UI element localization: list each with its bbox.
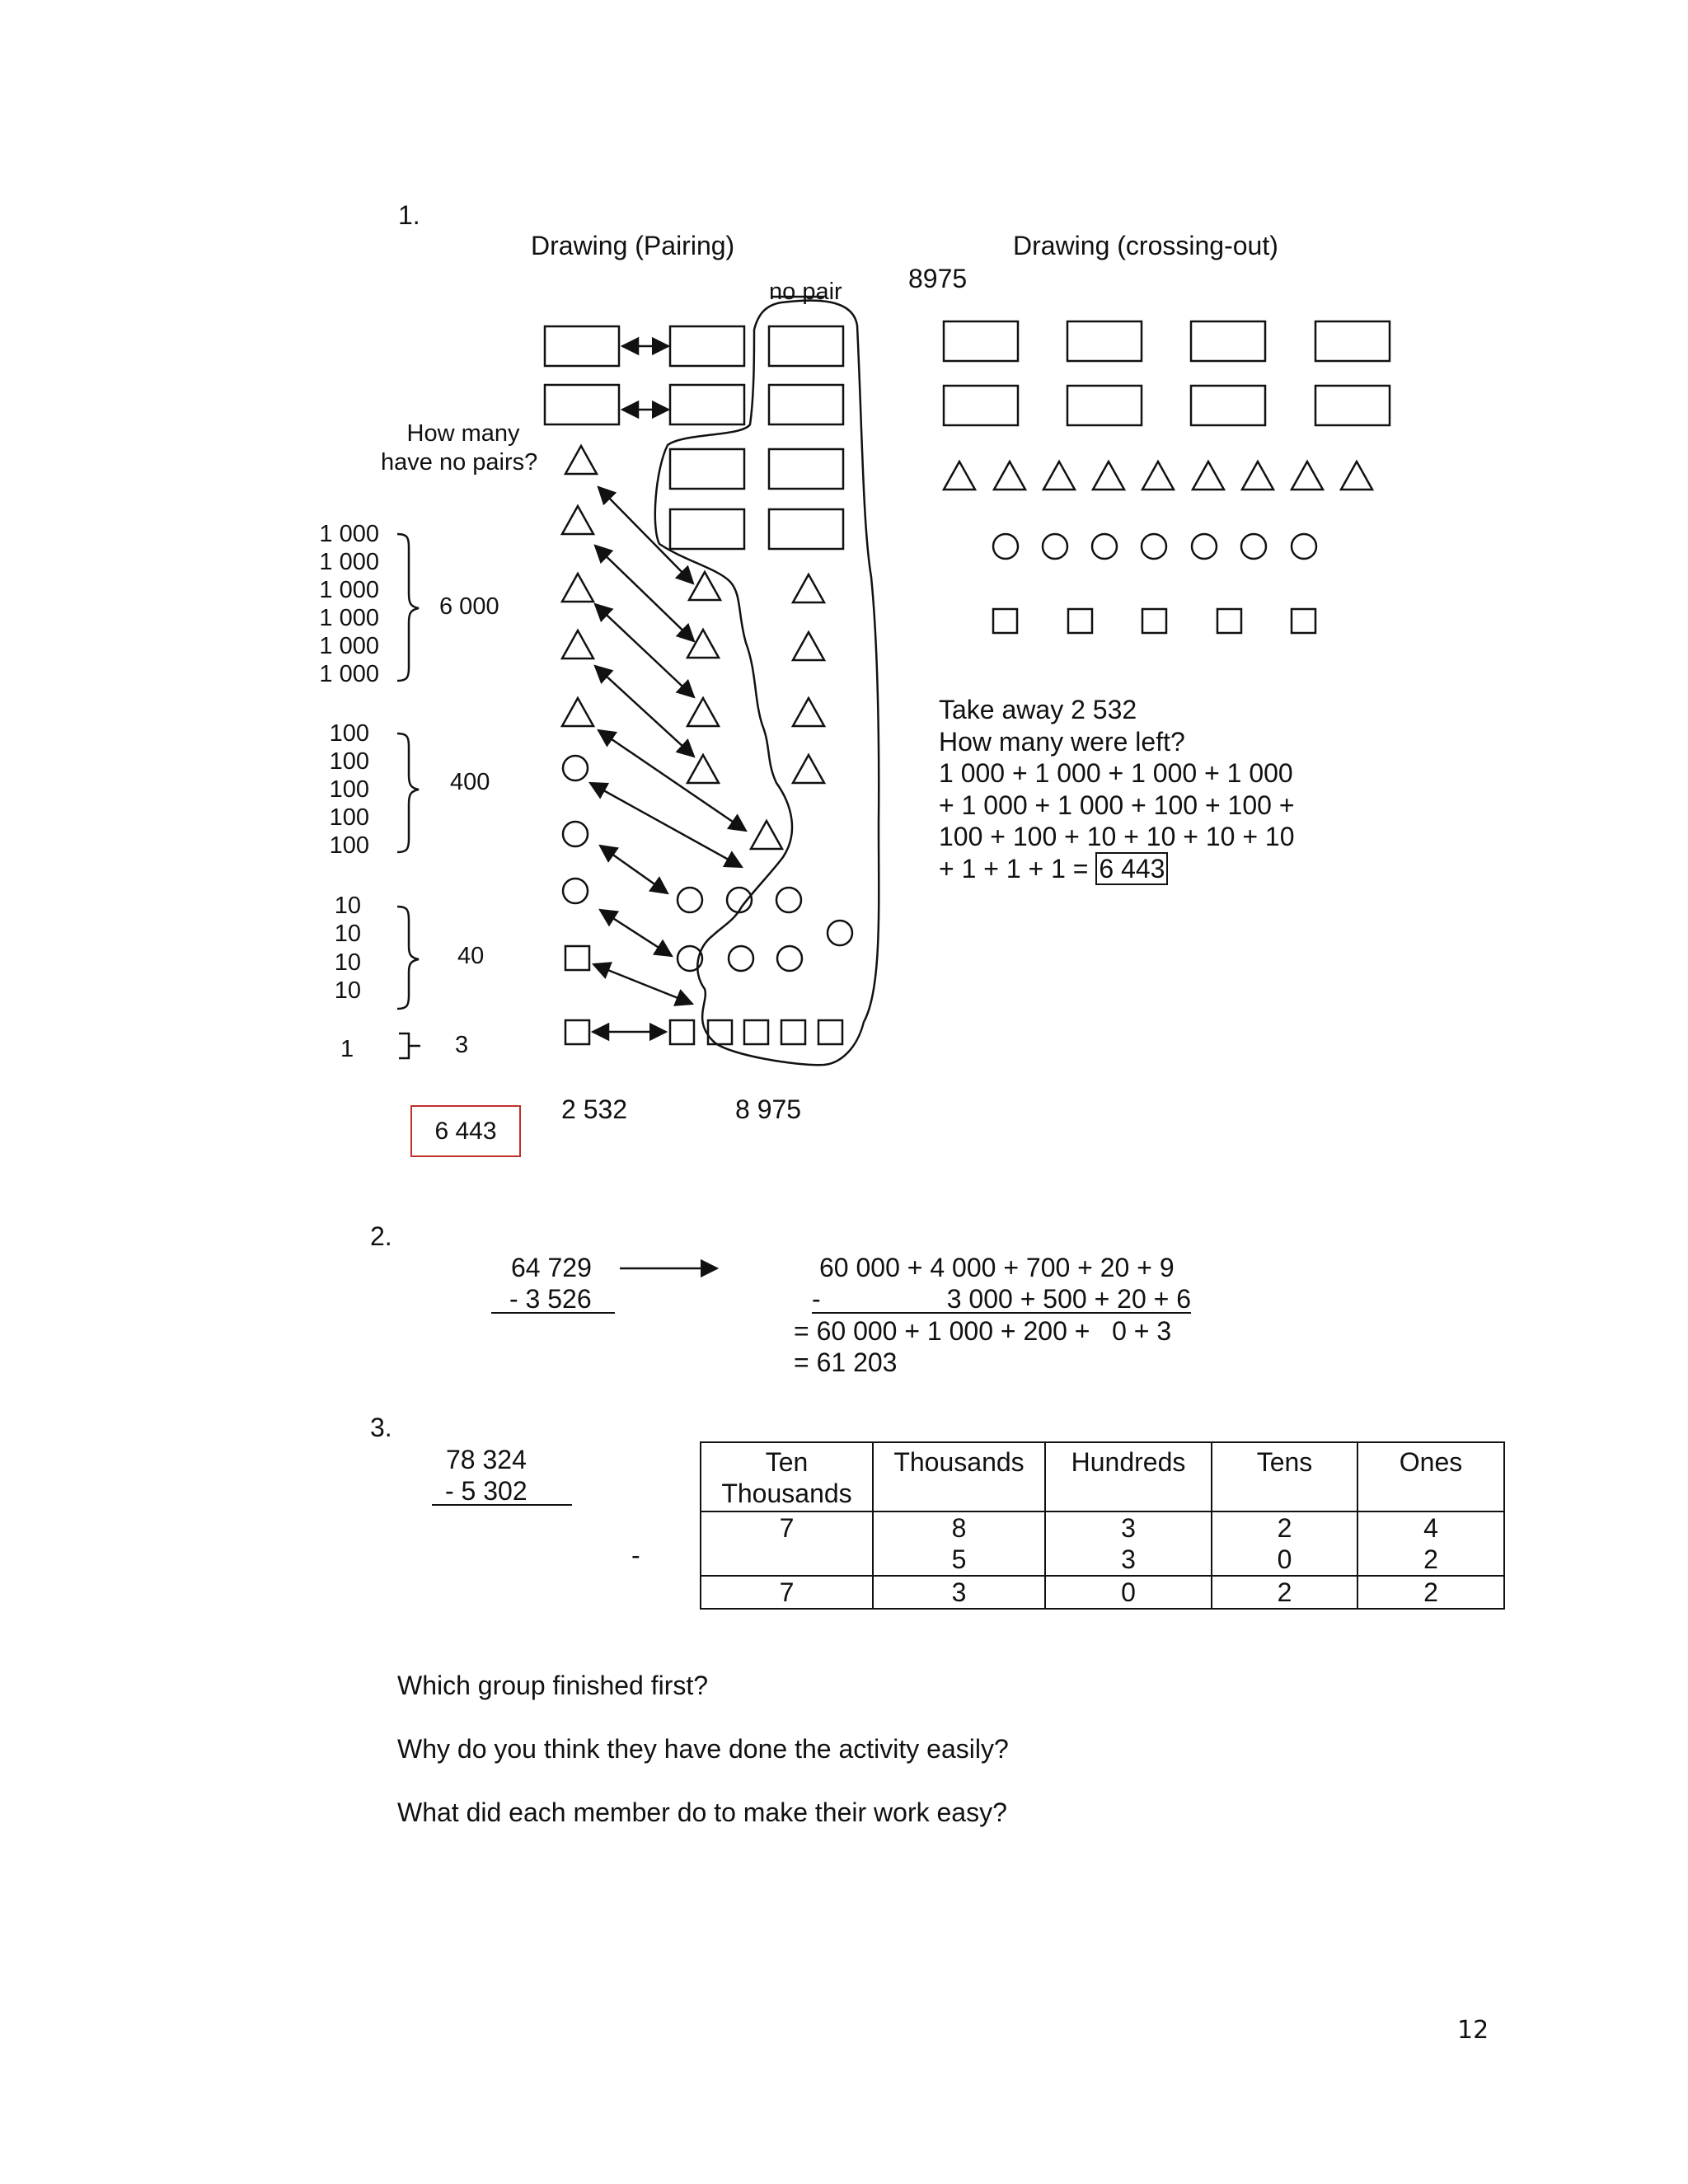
digit: 2 (1277, 1513, 1292, 1543)
thousand-3: 1 000 (319, 577, 379, 603)
hundred-1: 100 (329, 720, 369, 747)
q2-number: 2. (370, 1221, 392, 1251)
hundred-triangle (1093, 462, 1124, 490)
thousand-block (769, 385, 843, 424)
discussion-question-3: What did each member do to make their work easy? (397, 1797, 1007, 1827)
hundred-triangle (793, 698, 824, 726)
expanded-minus: - (812, 1284, 821, 1314)
ten-circle (1142, 534, 1166, 559)
one-square (1142, 609, 1166, 633)
crossing-title: Drawing (crossing-out) (1013, 231, 1278, 260)
discussion-question-1: Which group finished first? (397, 1671, 709, 1700)
thousand-block (1315, 321, 1390, 361)
ten-2: 10 (334, 921, 361, 947)
ten-circle (1292, 534, 1316, 559)
digit: 8 (951, 1513, 967, 1543)
place-value-table (700, 1441, 1505, 1610)
thousand-block (1315, 386, 1390, 425)
pair-arrow (600, 910, 672, 956)
one-square (565, 946, 589, 970)
pair-arrow (595, 666, 694, 757)
hundred-triangle (562, 630, 593, 658)
header-ones: Ones (1357, 1442, 1504, 1511)
digit: 7 (779, 1513, 795, 1543)
hundred-triangle (793, 574, 824, 602)
no-pair-label: no pair (769, 279, 842, 305)
pair-arrow (595, 546, 694, 641)
pair-arrow (598, 730, 746, 831)
digit: 3 (1121, 1513, 1136, 1543)
tens-bracket (397, 907, 419, 1009)
hundred-triangle (1142, 462, 1174, 490)
header-thousands-word: Thousands (721, 1479, 852, 1508)
q2-subtrahend: - 3 526 (491, 1286, 615, 1314)
header-ten-thousands (701, 1442, 873, 1511)
sum-tens: 40 (457, 943, 485, 969)
hundred-triangle (687, 755, 719, 783)
ten-circle (993, 534, 1018, 559)
hundred-triangle (1242, 462, 1273, 490)
thousand-block (1191, 321, 1265, 361)
hundred-triangle (1043, 462, 1075, 490)
cell-thousands (873, 1511, 1045, 1576)
total-label: 8 975 (735, 1094, 802, 1124)
hundred-triangle (562, 574, 593, 602)
expanded-line-4: = 61 203 (794, 1347, 898, 1377)
minuend-label: 8975 (908, 264, 968, 293)
q3-subtrahend: - 5 302 (432, 1478, 572, 1506)
ten-circle (1043, 534, 1067, 559)
hundred-triangle (793, 632, 824, 660)
sum-ones: 3 (455, 1032, 469, 1058)
expanded-line-3: = 60 000 + 1 000 + 200 + 0 + 3 (794, 1316, 1172, 1346)
pair-arrow (593, 964, 692, 1004)
pairing-title: Drawing (Pairing) (531, 231, 735, 260)
q3-number: 3. (370, 1413, 392, 1442)
take-away-line-5: 100 + 100 + 10 + 10 + 10 + 10 (939, 822, 1295, 851)
question-line-1: How many (406, 420, 520, 447)
take-away-line-3: 1 000 + 1 000 + 1 000 + 1 000 (939, 758, 1293, 788)
one-square (781, 1020, 805, 1044)
hundred-triangle (689, 572, 720, 600)
result-hundreds: 0 (1045, 1576, 1212, 1609)
ten-circle (777, 946, 802, 971)
q1-number: 1. (398, 200, 420, 230)
hundred-triangle (687, 698, 719, 726)
thousand-4: 1 000 (319, 605, 379, 631)
thousand-block (769, 509, 843, 549)
header-ten-word: Ten (765, 1447, 809, 1477)
take-away-line-4: + 1 000 + 1 000 + 100 + 100 + (939, 790, 1295, 820)
thousand-block (670, 509, 744, 549)
thousand-block (944, 321, 1018, 361)
one-square (818, 1020, 842, 1044)
result-tens: 2 (1212, 1576, 1357, 1609)
one-square (565, 1020, 589, 1044)
ten-circle (1092, 534, 1117, 559)
pair-arrow (595, 604, 694, 697)
sum-hundreds: 400 (450, 769, 490, 795)
q3-minuend: 78 324 (446, 1445, 527, 1474)
hundred-triangle (793, 755, 824, 783)
thousand-block (769, 326, 843, 366)
pair-arrow (600, 846, 668, 893)
thousand-block (670, 326, 744, 366)
ones-bracket (399, 1033, 420, 1058)
thousand-block (769, 449, 843, 489)
ten-1: 10 (334, 893, 361, 919)
cell-hundreds (1045, 1511, 1212, 1576)
digit: 0 (1277, 1544, 1292, 1574)
hundred-triangle (751, 821, 782, 849)
header-hundreds: Hundreds (1045, 1442, 1212, 1511)
discussion-question-2: Why do you think they have done the activity easily? (397, 1734, 1009, 1764)
hundred-4: 100 (329, 804, 369, 831)
hundred-triangle (1341, 462, 1372, 490)
header-tens: Tens (1212, 1442, 1357, 1511)
hundred-triangle (562, 698, 593, 726)
page-number: 12 (1457, 2016, 1489, 2045)
digit: 5 (951, 1544, 967, 1574)
question-line-2: have no pairs? (381, 449, 538, 476)
no-pair-loop (655, 301, 879, 1066)
thousand-5: 1 000 (319, 633, 379, 659)
take-away-answer: 6 443 (1095, 852, 1168, 885)
pair-arrow (598, 487, 693, 583)
hundred-5: 100 (329, 832, 369, 859)
expanded-line-2: 3 000 + 500 + 20 + 6 (812, 1286, 1191, 1314)
ten-circle (828, 921, 852, 945)
cell-tens (1212, 1511, 1357, 1576)
hundred-2: 100 (329, 748, 369, 775)
thousand-block (670, 385, 744, 424)
one-square (1068, 609, 1092, 633)
thousand-2: 1 000 (319, 549, 379, 575)
ten-4: 10 (334, 977, 361, 1004)
ten-circle (563, 756, 588, 780)
one-square (744, 1020, 768, 1044)
sum-thousands: 6 000 (439, 593, 499, 620)
hundred-triangle (1292, 462, 1323, 490)
one-square (1217, 609, 1241, 633)
table-minus: - (631, 1540, 640, 1570)
cell-ten-thousands (701, 1511, 873, 1576)
crossing-drawing (944, 321, 1390, 633)
take-away-line-1: Take away 2 532 (939, 695, 1137, 724)
hundred-triangle (1193, 462, 1224, 490)
thousand-block (545, 385, 619, 424)
ten-circle (563, 822, 588, 846)
ten-circle (1241, 534, 1266, 559)
one-square (670, 1020, 694, 1044)
thousand-block (670, 449, 744, 489)
digit: 3 (1121, 1544, 1136, 1574)
hundred-3: 100 (329, 776, 369, 803)
hundred-triangle (994, 462, 1025, 490)
take-away-line-2: How many were left? (939, 727, 1185, 757)
thousand-1: 1 000 (319, 521, 379, 547)
q2-minuend: 64 729 (511, 1253, 592, 1282)
result-ones: 2 (1357, 1576, 1504, 1609)
answer-value: 6 443 (434, 1117, 497, 1145)
digit: 4 (1423, 1513, 1438, 1543)
thousand-6: 1 000 (319, 661, 379, 687)
thousand-block (1191, 386, 1265, 425)
thousand-block (1067, 321, 1142, 361)
one-square (993, 609, 1017, 633)
thousand-block (944, 386, 1018, 425)
one-square (1292, 609, 1315, 633)
digit: 2 (1423, 1544, 1438, 1574)
hundred-triangle (944, 462, 975, 490)
hundred-triangle (562, 506, 593, 534)
one: 1 (340, 1036, 354, 1062)
header-thousands: Thousands (873, 1442, 1045, 1511)
ten-circle (729, 946, 753, 971)
result-thousands: 3 (873, 1576, 1045, 1609)
ten-3: 10 (334, 949, 361, 976)
subtrahend-label: 2 532 (561, 1094, 628, 1124)
result-ten-thousands: 7 (701, 1576, 873, 1609)
thousand-block (545, 326, 619, 366)
ten-circle (563, 879, 588, 903)
thousands-bracket (397, 534, 419, 681)
hundreds-bracket (397, 733, 419, 852)
ten-circle (678, 888, 702, 912)
ten-circle (1192, 534, 1217, 559)
take-away-sum: + 1 + 1 + 1 = (939, 854, 1089, 883)
hundred-triangle (687, 630, 719, 658)
hundred-triangle (565, 446, 597, 474)
ten-circle (776, 888, 801, 912)
expanded-line-1: 60 000 + 4 000 + 700 + 20 + 9 (819, 1253, 1175, 1282)
cell-ones (1357, 1511, 1504, 1576)
thousand-block (1067, 386, 1142, 425)
